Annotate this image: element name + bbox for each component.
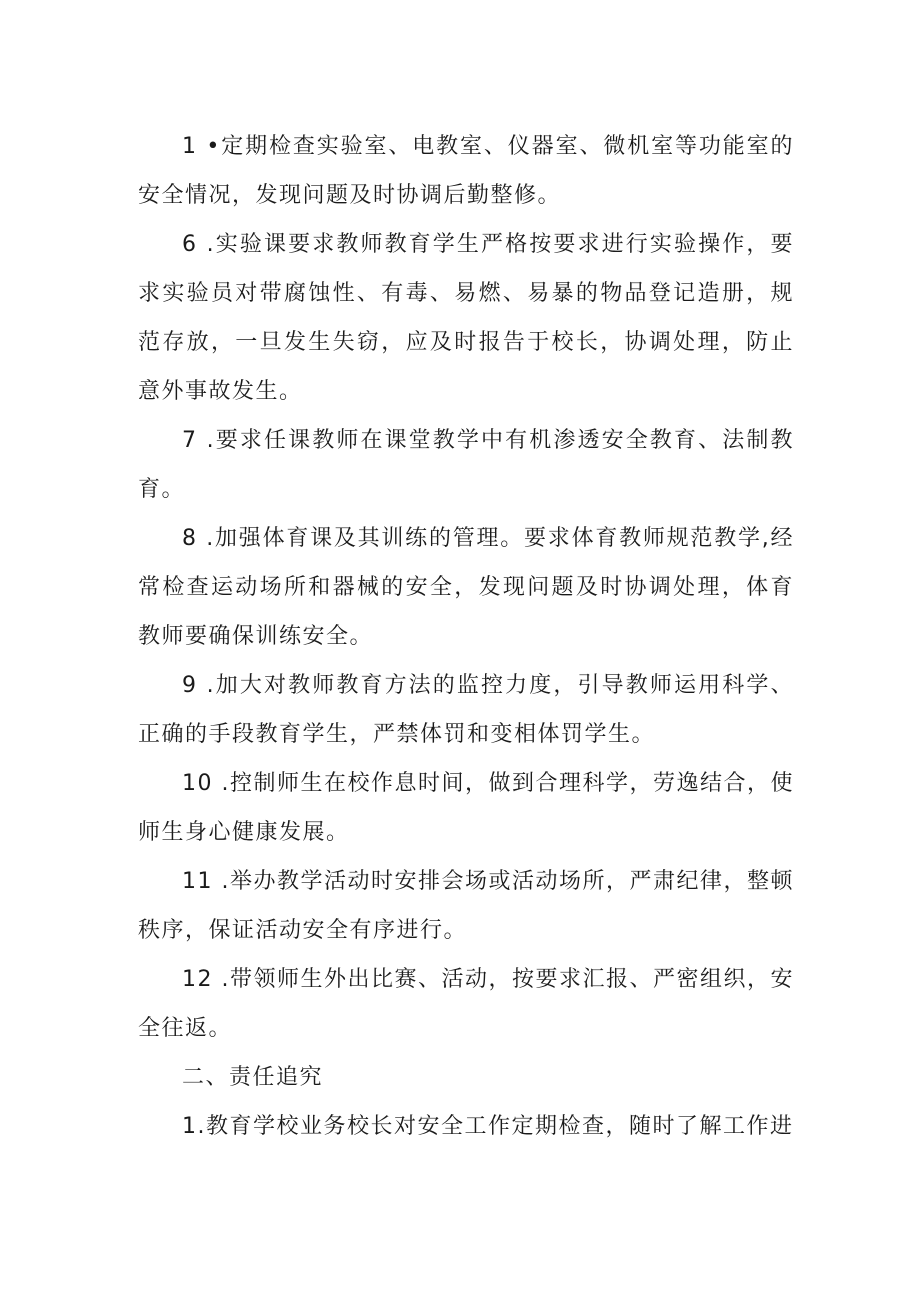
paragraph-7: 7 .要求任课教师在课堂教学中有机渗透安全教育、法制教育。 (138, 428, 794, 502)
paragraph-12: 12 .带领师生外出比赛、活动，按要求汇报、严密组织，安全往返。 (138, 967, 794, 1041)
paragraph-11: 11 .举办教学活动时安排会场或活动场所，严肃纪律，整顿秩序，保证活动安全有序进行。 (138, 869, 794, 943)
paragraph-last: 1.教育学校业务校长对安全工作定期检查，随时了解工作进 (182, 1114, 794, 1139)
paragraph-8: 8 .加强体育课及其训练的管理。要求体育教师规范教学,经常检查运动场所和器械的安全，发现问题及时协调处理，体育教师要确保训练安全。 (138, 526, 794, 649)
paragraph-9: 9 .加大对教师教育方法的监控力度，引导教师运用科学、正确的手段教育学生，严禁体罚和变相体罚学生。 (138, 673, 794, 747)
paragraph-6: 6 .实验课要求教师教育学生严格按要求进行实验操作，要求实验员对带腐蚀性、有毒、易燃、易暴的物品登记造册，规范存放，一旦发生失窃，应及时报告于校长，协调处理，防止意外事故发生。 (138, 232, 794, 404)
section-heading: 二、责任追究 (182, 1065, 324, 1090)
document-body (138, 122, 794, 1151)
paragraph-10: 10 .控制师生在校作息时间，做到合理科学，劳逸结合，使师生身心健康发展。 (138, 771, 794, 845)
paragraph-1: 1 •定期检查实验室、电教室、仪器室、微机室等功能室的安全情况，发现问题及时协调后勤整修。 (138, 134, 794, 208)
